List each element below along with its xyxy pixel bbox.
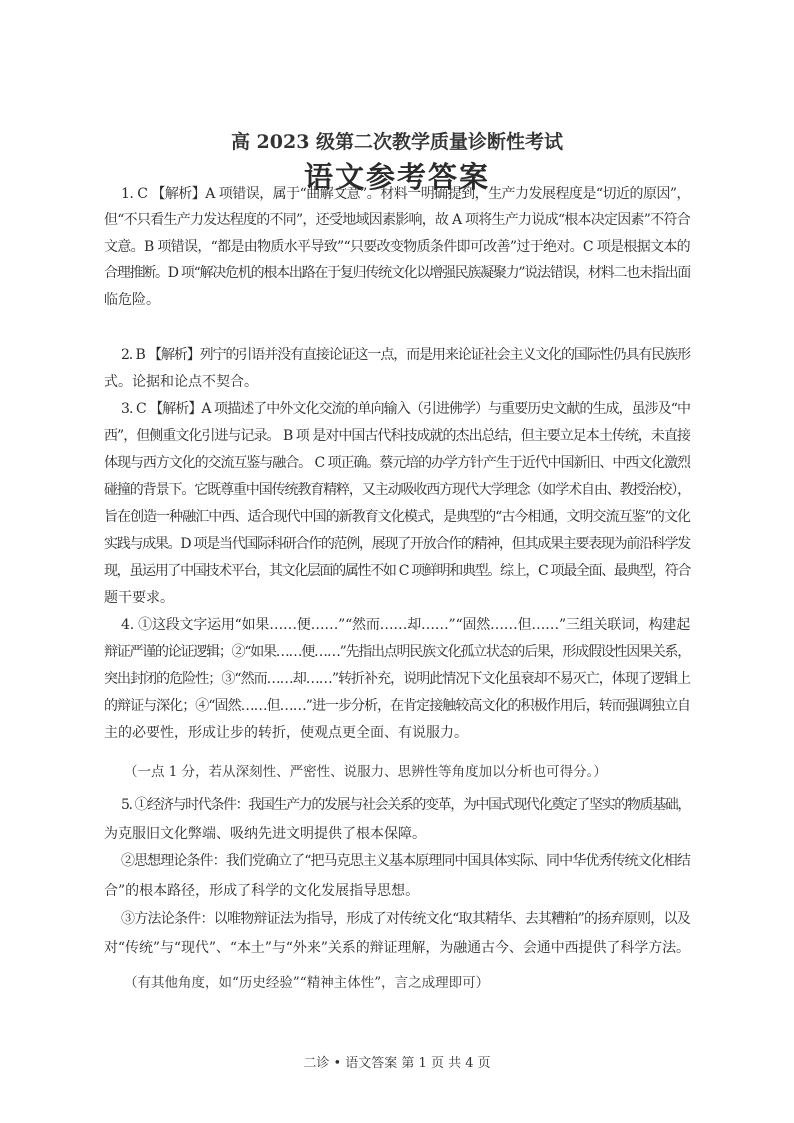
scoring-note: （一点 1 分，若从深刻性、严密性、说服力、思辨性等角度加以分析也可得分。） <box>124 764 607 780</box>
answer-text-line: 的辩证与深化；④“固然……但……”进一步分析，在肯定接触较高文化的积极作用后，转而强调独立自 <box>104 698 691 714</box>
answer-text-line: 实践与成果。D 项是当代国际科研合作的范例，展现了开放合作的精神，但其成果主要表现为前沿科学发 <box>104 536 690 552</box>
answer-text-line: 对“传统”与“现代”、“本土”与“外来”关系的辩证理解，为融通古今、会通中西提供了科学方法。 <box>104 940 690 956</box>
answer-text-line: 碰撞的背景下。它既尊重中国传统教育精粹，又主动吸收西方现代大学理念（如学术自由、教授治校）， <box>104 482 690 498</box>
answer-text-line: 5. ①经济与时代条件：我国生产力的发展与社会关系的变革，为中国式现代化奠定了坚实的物质基础， <box>121 797 690 813</box>
answer-text-line: 3. C 【解析】A 项描述了中外文化交流的单向输入（引进佛学）与重要历史文献的生成，虽涉及“中 <box>121 401 690 417</box>
answer-text-line: 文意。B 项错误，“都是由物质水平导致”“只要改变物质条件即可改善”过于绝对。C 项是根据文本的 <box>104 239 690 255</box>
answer-text-line: 2. B 【解析】列宁的引语并没有直接论证这一点，而是用来论证社会主义文化的国际性仍具有民族形 <box>121 347 690 363</box>
answer-text-line: 合理推断。D 项“解决危机的根本出路在于复归传统文化以增强民族凝聚力”说法错误，材料二也未指出面 <box>104 265 690 281</box>
answer-text-line: 辩证严谨的论证逻辑；②“如果……便……”先指出点明民族文化孤立状态的后果，形成假设性因果关系， <box>104 644 690 660</box>
answer-text-line: 突出封闭的危险性；③“然而……却……”转折补充，说明此情况下文化虽衰却不易灭亡，体现了逻辑上 <box>104 671 691 687</box>
answer-text-line: 合”的根本路径，形成了科学的文化发展指导思想。 <box>104 883 420 899</box>
answer-text-line: 西”，但侧重文化引进与记录。 B 项 是对中国古代科技成就的杰出总结，但主要立足本土传统，未直接 <box>104 428 690 444</box>
exam-title: 高 2023 级第二次教学质量诊断性考试 <box>230 131 564 153</box>
answer-text-line: 临危险。 <box>104 292 160 308</box>
answer-text-line: 主的必要性，形成让步的转折，使观点更全面、有说服力。 <box>104 725 468 741</box>
answer-text-line: ③方法论条件：以唯物辩证法为指导，形成了对传统文化“取其精华、去其糟粕”的扬弃原则，以及 <box>121 911 691 927</box>
answer-text-line: 旨在创造一种融汇中西、适合现代中国的新教育文化模式，是典型的“古今相通，文明交流互鉴”的文化 <box>104 509 691 525</box>
answer-text-line: 式。论据和论点不契合。 <box>104 374 258 390</box>
answer-text-line: 但“不只看生产力发达程度的不同”，还受地域因素影响，故 A 项将生产力说成“根本决定因素”不符合 <box>104 212 690 228</box>
answer-text-line: 现，虽运用了中国技术平台，其文化层面的属性不如 C 项鲜明和典型。综上，C 项最全面、最典型，符合 <box>104 563 690 579</box>
answer-text-line: 体现与西方文化的交流互鉴与融合。 C 项正确。蔡元培的办学方针产生于近代中国新旧、中西文化激烈 <box>104 455 690 471</box>
answer-text-line: ②思想理论条件：我们党确立了“把马克思主义基本原理同中国具体实际、同中华优秀传统文化相结 <box>121 853 690 869</box>
page-title: 语文参考答案 <box>303 160 490 194</box>
scoring-note: （有其他角度，如“历史经验”“精神主体性”，言之成理即可） <box>124 975 490 991</box>
answer-text-line: 题干要求。 <box>104 590 174 606</box>
answer-text-line: 1. C 【解析】A 项错误，属于“曲解文意”。材料一明确提到，生产力发展程度是“切近的原因”， <box>121 186 691 202</box>
answer-text-line: 为克服旧文化弊端、吸纳先进文明提供了根本保障。 <box>104 826 426 842</box>
page-footer: 二诊 • 语文答案 第 1 页 共 4 页 <box>303 1056 491 1071</box>
answer-text-line: 4. ①这段文字运用“如果……便……”“然而……却……”“固然……但……”三组关联词，构建起 <box>121 617 690 633</box>
